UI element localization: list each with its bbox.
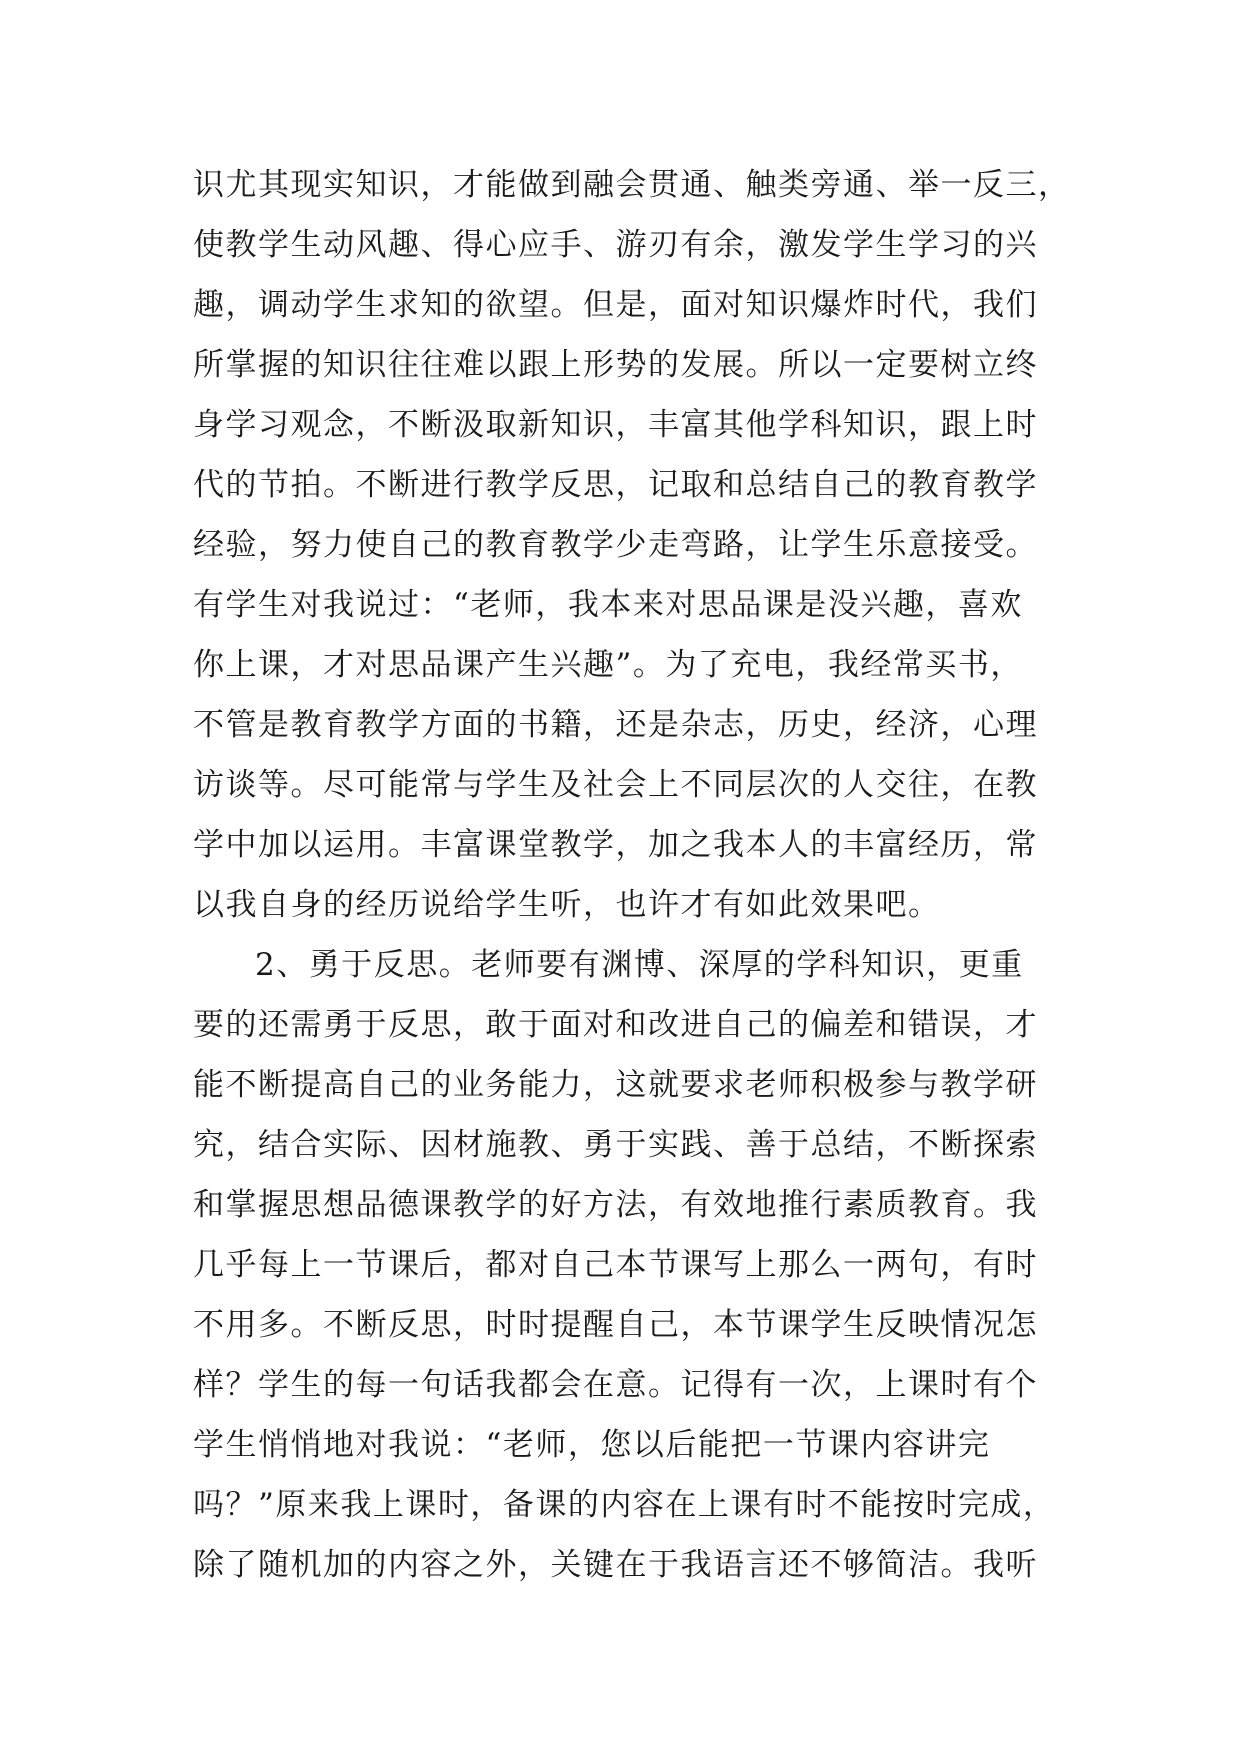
text-line: 几乎每上一节课后，都对自己本节课写上那么一两句，有时 <box>193 1247 1038 1283</box>
text-line: 以我自身的经历说给学生听，也许才有如此效果吧。 <box>193 887 941 923</box>
text-line: 经验，努力使自己的教育教学少走弯路，让学生乐意接受。 <box>193 527 1038 563</box>
text-line: 识尤其现实知识，才能做到融会贯通、触类旁通、举一反三， <box>193 167 1071 203</box>
text-line: 除了随机加的内容之外，关键在于我语言还不够简洁。我听 <box>193 1547 1038 1583</box>
paragraph-start-line: 2、勇于反思。老师要有渊博、深厚的学科知识，更重 <box>255 947 1024 983</box>
text-line: 样？学生的每一句话我都会在意。记得有一次，上课时有个 <box>193 1367 1038 1403</box>
text-line: 要的还需勇于反思，敢于面对和改进自己的偏差和错误，才 <box>193 1007 1038 1043</box>
body-text <box>193 155 1073 1595</box>
text-line: 学中加以运用。丰富课堂教学，加之我本人的丰富经历，常 <box>193 827 1038 863</box>
text-line: 不管是教育教学方面的书籍，还是杂志，历史，经济，心理 <box>193 707 1038 743</box>
text-line: 吗？”原来我上课时，备课的内容在上课有时不能按时完成， <box>193 1487 1056 1523</box>
text-line: 和掌握思想品德课教学的好方法，有效地推行素质教育。我 <box>193 1187 1038 1223</box>
text-line: 所掌握的知识往往难以跟上形势的发展。所以一定要树立终 <box>193 347 1038 383</box>
text-line: 不用多。不断反思，时时提醒自己，本节课学生反映情况怎 <box>193 1307 1038 1343</box>
text-line: 访谈等。尽可能常与学生及社会上不同层次的人交往，在教 <box>193 767 1038 803</box>
text-line: 趣，调动学生求知的欲望。但是，面对知识爆炸时代，我们 <box>193 287 1038 323</box>
text-line: 身学习观念，不断汲取新知识，丰富其他学科知识，跟上时 <box>193 407 1038 443</box>
text-line: 能不断提高自己的业务能力，这就要求老师积极参与教学研 <box>193 1067 1038 1103</box>
text-line: 代的节拍。不断进行教学反思，记取和总结自己的教育教学 <box>193 467 1038 503</box>
text-line: 你上课，才对思品课产生兴趣”。为了充电，我经常买书， <box>193 647 1023 683</box>
text-line: 使教学生动风趣、得心应手、游刃有余，激发学生学习的兴 <box>193 227 1038 263</box>
text-line: 究，结合实际、因材施教、勇于实践、善于总结，不断探索 <box>193 1127 1038 1163</box>
text-line: 学生悄悄地对我说：“老师，您以后能把一节课内容讲完 <box>193 1427 991 1463</box>
text-line: 有学生对我说过：“老师，我本来对思品课是没兴趣，喜欢 <box>193 587 1023 623</box>
